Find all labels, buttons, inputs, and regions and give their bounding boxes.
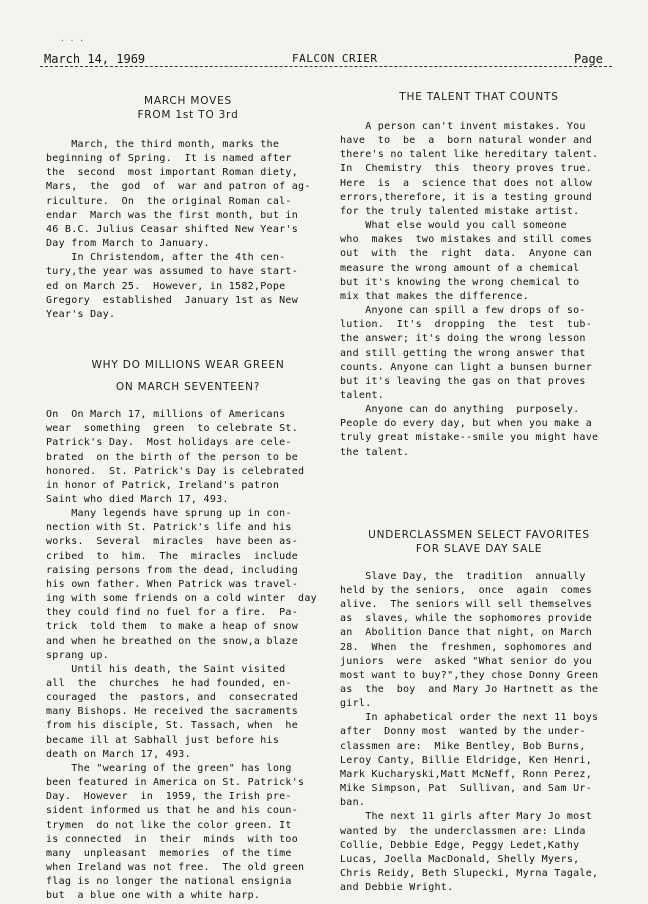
- issue-date: March 14, 1969: [44, 52, 146, 66]
- newspaper-title: FALCON CRIER: [292, 52, 378, 65]
- scan-speck-mark: · · ·: [60, 36, 85, 45]
- header-rule: [40, 66, 612, 67]
- headline-line: UNDERCLASSMEN SELECT FAVORITES: [368, 528, 590, 541]
- headline-line: WHY DO MILLIONS WEAR GREEN: [91, 359, 285, 372]
- headline-line: MARCH MOVES: [143, 95, 232, 107]
- page-label: Page: [574, 52, 603, 66]
- headline-line: FOR SLAVE DAY SALE: [415, 542, 543, 555]
- article-body: A person can't invent mistakes. You have to be a born natural wonder and there's no talent like hereditary talent. In Chemistry this theory proves true. Here is a science that does not allow errors,therefore, it is a testing ground for the truly talented mistake artist. What else would you call someone who makes two mistakes and still comes out with the right data. Anyone can measure the wrong amount of a chemical but it's knowing the wrong chemical to mix that makes the difference. Anyone can spill a few drops of so- lution. It's dropping the test tub- the answer; it's doing the wrong lesson and still getting the wrong answer that counts. Anyone can light a bunsen burner but it's leaving the gas on that proves talent. Anyone can do anything purposely. People do every day, but when you make a truly great mistake--smile you might have the talent.: [340, 121, 599, 458]
- article-headline: [46, 358, 330, 394]
- article-body: On On March 17, millions of Americans wear something green to celebrate St. Patrick's Day. Most holidays are cele- brated on the birth of the person to be honored. St. Patrick's Day is celebrated in honor of Patrick, Ireland's patron Saint who died March 17, 493. Many legends have sprung up in con- nection with St. Patrick's life and his works. Several miracles have been as- cribed to him. The miracles include raising persons from the dead, including his own father. When Patrick was travel- ing with some friends on a cold winter day they could find no fuel for a fire. Pa- trick told them to make a heap of snow and when he breathed on the snow,a blaze sprang up. Until his death, the Saint visited all the churches he had founded, en- couraged the pastors, and consecrated many Bishops. He received the sacraments from his disciple, St. Tassach, when he became ill at Sabhall just before his death on March 17, 493. The "wearing of the green" has long been featured in America on St. Patrick's Day. However in 1959, the Irish pre- sident informed us that he and his coun- trymen do not like the color green. It is connected in their minds with too many unpleasant memories of the time when Ireland was not free. The old green flag is no longer the national ensignia but a blue one with a white harp.: [46, 409, 317, 902]
- left-column: [46, 94, 330, 904]
- article-march-moves: [46, 94, 330, 322]
- article-headline: [340, 528, 618, 556]
- right-column: [340, 90, 618, 895]
- article-body: March, the third month, marks the beginning of Spring. It is named after the second most important Roman diety, Mars, the god of war and patron of ag- riculture. On the original Roman cal- endar March was the first month, but in 46 B.C. Julius Ceasar shifted New Year's Day from March to January. In Christendom, after the 4th cen- tury,the year was assumed to have start- ed on March 25. However, in 1582,Pope Gregory established January 1st as New Year's Day.: [46, 139, 311, 320]
- article-body: Slave Day, the tradition annually held by the seniors, once again comes alive. The seniors will sell themselves as slaves, while the sophomores provide an Abolition Dance that night, on March 28. When the freshmen, sophomores and juniors were asked "What senior do you most want to buy?",they chose Donny Green as the boy and Mary Jo Hartnett as the girl. In aphabetical order the next 11 boys after Donny most wanted by the under- classmen are: Mike Bentley, Bob Burns, Leroy Canty, Billie Eldridge, Ken Henri, Mark Kucharyski,Matt McNeff, Ronn Perez, Mike Simpson, Pat Sullivan, and Sam Ur- ban. The next 11 girls after Mary Jo most wanted by the underclassmen are: Linda Collie, Debbie Edge, Peggy Ledet,Kathy Lucas, Joella MacDonald, Shelly Myers, Chris Reidy, Beth Slupecki, Myrna Tagale, and Debbie Wright.: [340, 570, 599, 894]
- article-wear-green: [46, 358, 330, 903]
- headline-line: THE TALENT THAT COUNTS: [399, 91, 559, 103]
- article-headline: [340, 90, 618, 104]
- article-talent-that-counts: [340, 90, 618, 460]
- headline-line: FROM 1st TO 3rd: [137, 109, 239, 121]
- headline-line: ON MARCH SEVENTEEN?: [115, 381, 261, 394]
- article-headline: [46, 94, 330, 122]
- article-slave-day: [340, 528, 618, 896]
